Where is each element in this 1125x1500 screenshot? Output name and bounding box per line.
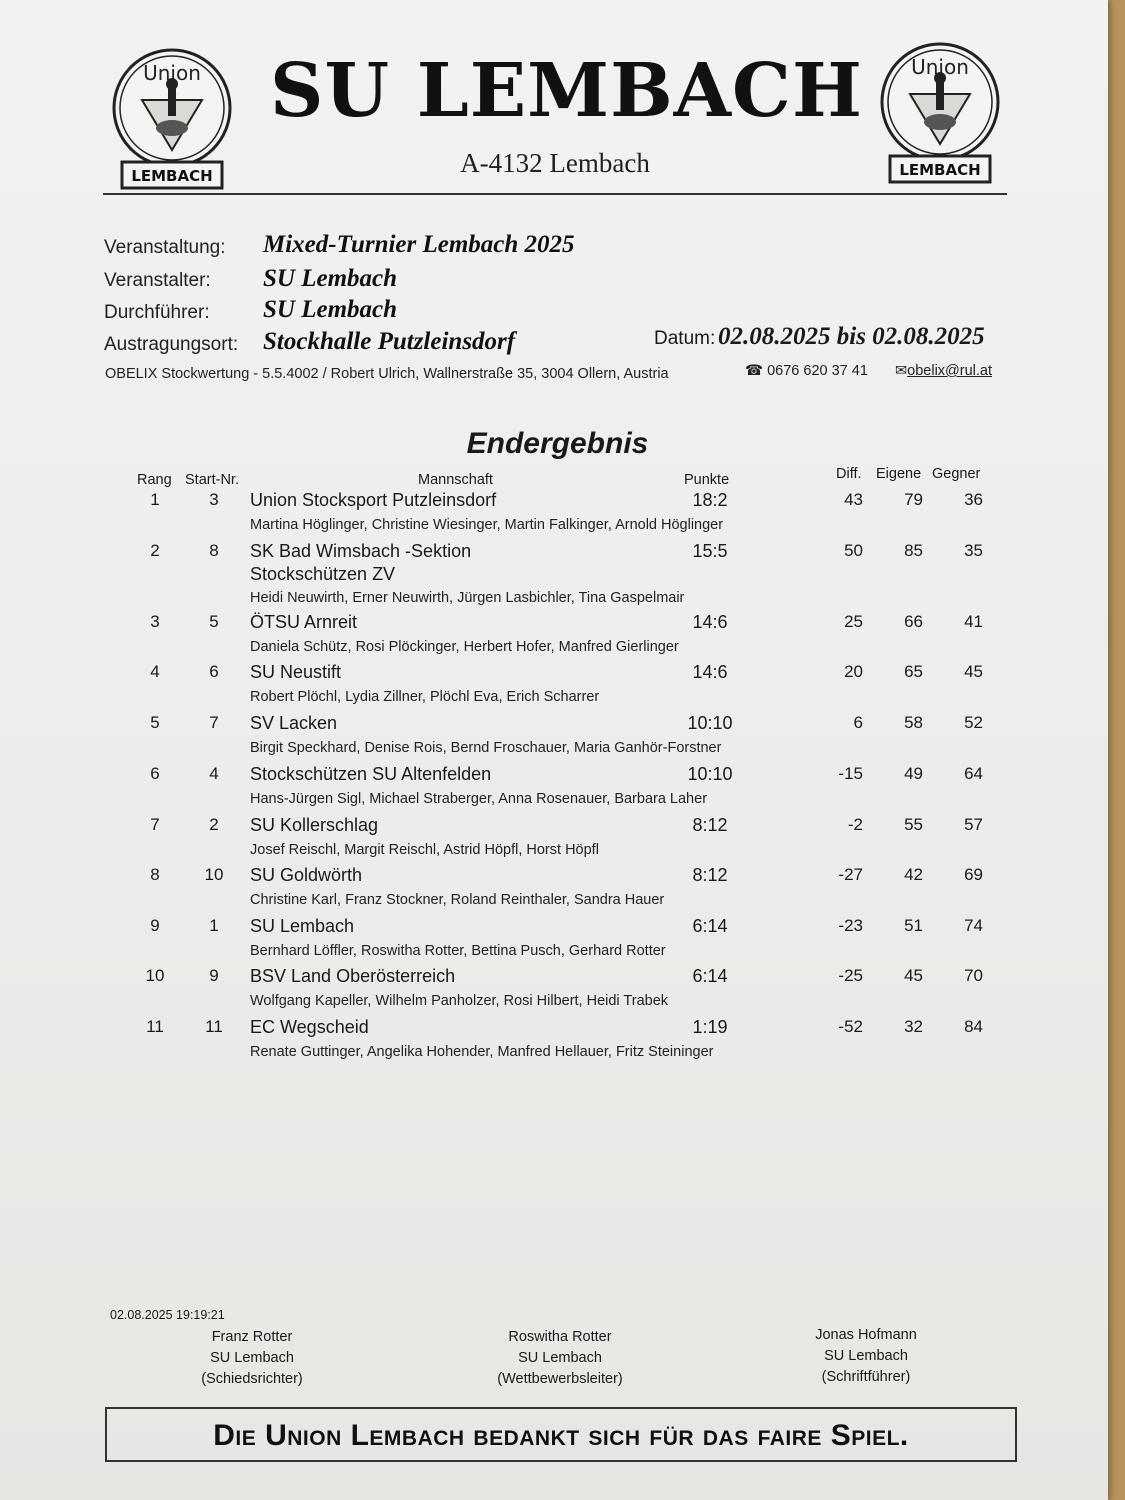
points-cell: 15:5 bbox=[692, 541, 728, 561]
thanks-text: Die Union Lembach bedankt sich für das faire Spiel. bbox=[213, 1419, 909, 1452]
austragungsort-label: Austragungsort: bbox=[104, 334, 239, 355]
opponent-score-cell: 52 bbox=[964, 713, 983, 732]
col-mannschaft: Mannschaft bbox=[418, 472, 493, 488]
own-score-cell: 32 bbox=[904, 1017, 923, 1036]
players-list: Martina Höglinger, Christine Wiesinger, Martin Falkinger, Arnold Höglinger bbox=[250, 517, 724, 533]
own-score-cell: 51 bbox=[904, 916, 923, 935]
veranstalter-label: Veranstalter: bbox=[104, 270, 211, 291]
signature-schriftfuehrer bbox=[756, 1325, 976, 1388]
points-cell: 18:2 bbox=[692, 490, 728, 510]
points-cell: 8:12 bbox=[692, 815, 728, 835]
col-punkte: Punkte bbox=[684, 472, 730, 488]
difference-cell: -52 bbox=[838, 1017, 863, 1036]
header-divider bbox=[103, 193, 1007, 195]
players-list: Birgit Speckhard, Denise Rois, Bernd Froschauer, Maria Ganhör-Forstner bbox=[250, 740, 722, 756]
signature-club: SU Lembach bbox=[518, 1350, 602, 1366]
difference-cell: 50 bbox=[844, 541, 863, 560]
phone-number: ☎ 0676 620 37 41 bbox=[745, 363, 868, 379]
rank-cell: 11 bbox=[146, 1017, 164, 1036]
players-list: Daniela Schütz, Rosi Plöckinger, Herbert Hofer, Manfred Gierlinger bbox=[250, 639, 679, 655]
rank-cell: 9 bbox=[150, 916, 160, 935]
col-start: Start-Nr. bbox=[185, 472, 239, 488]
difference-cell: -27 bbox=[838, 865, 863, 884]
start-number-cell: 3 bbox=[209, 490, 219, 509]
players-list: Robert Plöchl, Lydia Zillner, Plöchl Eva, Erich Scharrer bbox=[250, 689, 600, 705]
players-list: Wolfgang Kapeller, Wilhelm Panholzer, Rosi Hilbert, Heidi Trabek bbox=[250, 993, 669, 1009]
austragungsort-value: Stockhalle Putzleinsdorf bbox=[263, 328, 516, 355]
team-name-cell: SV Lacken bbox=[250, 713, 338, 733]
union-lembach-emblem bbox=[876, 42, 1004, 192]
difference-cell: 43 bbox=[844, 490, 863, 509]
opponent-score-cell: 57 bbox=[964, 815, 983, 834]
start-number-cell: 11 bbox=[205, 1017, 223, 1036]
start-number-cell: 1 bbox=[209, 916, 219, 935]
veranstalter-value: SU Lembach bbox=[263, 265, 398, 292]
phone-icon: ☎ bbox=[745, 363, 764, 379]
opponent-score-cell: 69 bbox=[964, 865, 983, 884]
rank-cell: 8 bbox=[150, 865, 160, 884]
opponent-score-cell: 64 bbox=[964, 764, 983, 783]
svg-text:Union: Union bbox=[143, 61, 201, 85]
points-cell: 6:14 bbox=[692, 966, 728, 986]
signature-club: SU Lembach bbox=[210, 1350, 294, 1366]
points-cell: 8:12 bbox=[692, 865, 728, 885]
players-list: Christine Karl, Franz Stockner, Roland Reinthaler, Sandra Hauer bbox=[250, 892, 665, 908]
rank-cell: 2 bbox=[150, 541, 160, 560]
rank-cell: 10 bbox=[145, 966, 165, 985]
opponent-score-cell: 70 bbox=[964, 966, 983, 985]
opponent-score-cell: 41 bbox=[964, 612, 983, 631]
own-score-cell: 42 bbox=[904, 865, 923, 884]
team-name-cell: SU Lembach bbox=[250, 916, 355, 936]
union-lembach-emblem bbox=[108, 48, 236, 198]
col-diff: Diff. bbox=[836, 466, 862, 482]
svg-text:Union: Union bbox=[911, 55, 969, 79]
club-title: SU LEMBACH bbox=[270, 48, 863, 134]
players-list: Heidi Neuwirth, Erner Neuwirth, Jürgen Lasbichler, Tina Gaspelmair bbox=[250, 590, 685, 606]
start-number-cell: 8 bbox=[209, 541, 219, 560]
points-cell: 14:6 bbox=[692, 612, 728, 632]
datum-label: Datum: bbox=[654, 328, 716, 349]
signature-club: SU Lembach bbox=[824, 1348, 908, 1364]
rank-cell: 4 bbox=[150, 662, 160, 681]
own-score-cell: 58 bbox=[904, 713, 923, 732]
difference-cell: 20 bbox=[844, 662, 863, 681]
print-timestamp: 02.08.2025 19:19:21 bbox=[110, 1308, 225, 1322]
software-credit: OBELIX Stockwertung - 5.5.4002 / Robert Ulrich, Wallnerstraße 35, 3004 Ollern, Austria bbox=[105, 366, 669, 382]
difference-cell: 25 bbox=[844, 612, 863, 631]
opponent-score-cell: 36 bbox=[964, 490, 983, 509]
points-cell: 6:14 bbox=[692, 916, 728, 936]
start-number-cell: 6 bbox=[209, 662, 219, 681]
team-name-cell: Stockschützen SU Altenfelden bbox=[250, 764, 492, 784]
team-name-cell: SK Bad Wimsbach -Sektion bbox=[250, 541, 472, 561]
team-name-cell: SU Goldwörth bbox=[250, 865, 363, 885]
difference-cell: -2 bbox=[847, 815, 863, 834]
veranstaltung-label: Veranstaltung: bbox=[104, 237, 226, 258]
rank-cell: 1 bbox=[150, 490, 160, 509]
durchfuehrer-label: Durchführer: bbox=[104, 302, 210, 323]
start-number-cell: 5 bbox=[209, 612, 219, 631]
points-cell: 14:6 bbox=[692, 662, 728, 682]
signature-name: Roswitha Rotter bbox=[508, 1329, 612, 1345]
signature-name: Jonas Hofmann bbox=[815, 1327, 917, 1343]
signature-name: Franz Rotter bbox=[211, 1329, 293, 1345]
union-lembach-logo-right bbox=[876, 42, 1004, 192]
svg-text:LEMBACH: LEMBACH bbox=[131, 167, 213, 185]
rank-cell: 6 bbox=[150, 764, 160, 783]
own-score-cell: 65 bbox=[904, 662, 923, 681]
players-list: Bernhard Löffler, Roswitha Rotter, Bettina Pusch, Gerhard Rotter bbox=[250, 943, 666, 959]
difference-cell: -15 bbox=[838, 764, 863, 783]
points-cell: 10:10 bbox=[687, 764, 733, 784]
own-score-cell: 85 bbox=[904, 541, 923, 560]
signature-schiedsrichter bbox=[142, 1327, 362, 1390]
durchfuehrer-value: SU Lembach bbox=[263, 296, 398, 323]
veranstaltung-value: Mixed-Turnier Lembach 2025 bbox=[263, 231, 575, 258]
difference-cell: 6 bbox=[853, 713, 863, 732]
col-gegner: Gegner bbox=[932, 466, 981, 482]
team-name-cell-line2: Stockschützen ZV bbox=[250, 564, 396, 584]
start-number-cell: 7 bbox=[209, 713, 219, 732]
team-name-cell: Union Stocksport Putzleinsdorf bbox=[250, 490, 497, 510]
opponent-score-cell: 74 bbox=[964, 916, 983, 935]
difference-cell: -25 bbox=[838, 966, 863, 985]
opponent-score-cell: 45 bbox=[964, 662, 983, 681]
team-name-cell: ÖTSU Arnreit bbox=[250, 612, 358, 632]
team-name-cell: EC Wegscheid bbox=[250, 1017, 369, 1037]
opponent-score-cell: 84 bbox=[964, 1017, 983, 1036]
club-address: A-4132 Lembach bbox=[460, 148, 650, 178]
union-lembach-logo-left bbox=[108, 48, 236, 198]
difference-cell: -23 bbox=[838, 916, 863, 935]
thanks-banner bbox=[105, 1407, 1017, 1462]
rank-cell: 5 bbox=[150, 713, 160, 732]
own-score-cell: 79 bbox=[904, 490, 923, 509]
datum-value: 02.08.2025 bis 02.08.2025 bbox=[718, 323, 985, 350]
col-eigene: Eigene bbox=[876, 466, 922, 482]
col-rang: Rang bbox=[137, 472, 172, 488]
start-number-cell: 2 bbox=[209, 815, 219, 834]
start-number-cell: 10 bbox=[204, 865, 224, 884]
signature-role: (Schriftführer) bbox=[821, 1369, 911, 1385]
own-score-cell: 55 bbox=[904, 815, 923, 834]
email-address[interactable]: ✉obelix@rul.at bbox=[895, 363, 992, 379]
signature-role: (Wettbewerbsleiter) bbox=[497, 1371, 623, 1387]
start-number-cell: 4 bbox=[209, 764, 219, 783]
own-score-cell: 45 bbox=[904, 966, 923, 985]
team-name-cell: SU Neustift bbox=[250, 662, 342, 682]
envelope-icon: ✉ bbox=[895, 363, 908, 379]
rank-cell: 7 bbox=[150, 815, 160, 834]
team-name-cell: BSV Land Oberösterreich bbox=[250, 966, 456, 986]
players-list: Hans-Jürgen Sigl, Michael Straberger, Anna Rosenauer, Barbara Laher bbox=[250, 791, 708, 807]
svg-text:LEMBACH: LEMBACH bbox=[899, 161, 981, 179]
opponent-score-cell: 35 bbox=[964, 541, 983, 560]
team-name-cell: SU Kollerschlag bbox=[250, 815, 379, 835]
own-score-cell: 66 bbox=[904, 612, 923, 631]
results-heading: Endergebnis bbox=[466, 427, 649, 460]
points-cell: 10:10 bbox=[687, 713, 733, 733]
start-number-cell: 9 bbox=[209, 966, 219, 985]
points-cell: 1:19 bbox=[692, 1017, 728, 1037]
rank-cell: 3 bbox=[150, 612, 160, 631]
signature-wettbewerbsleiter bbox=[450, 1327, 670, 1390]
own-score-cell: 49 bbox=[904, 764, 923, 783]
players-list: Renate Guttinger, Angelika Hohender, Manfred Hellauer, Fritz Steininger bbox=[250, 1044, 714, 1060]
signature-role: (Schiedsrichter) bbox=[201, 1371, 303, 1387]
players-list: Josef Reischl, Margit Reischl, Astrid Höpfl, Horst Höpfl bbox=[250, 842, 599, 858]
